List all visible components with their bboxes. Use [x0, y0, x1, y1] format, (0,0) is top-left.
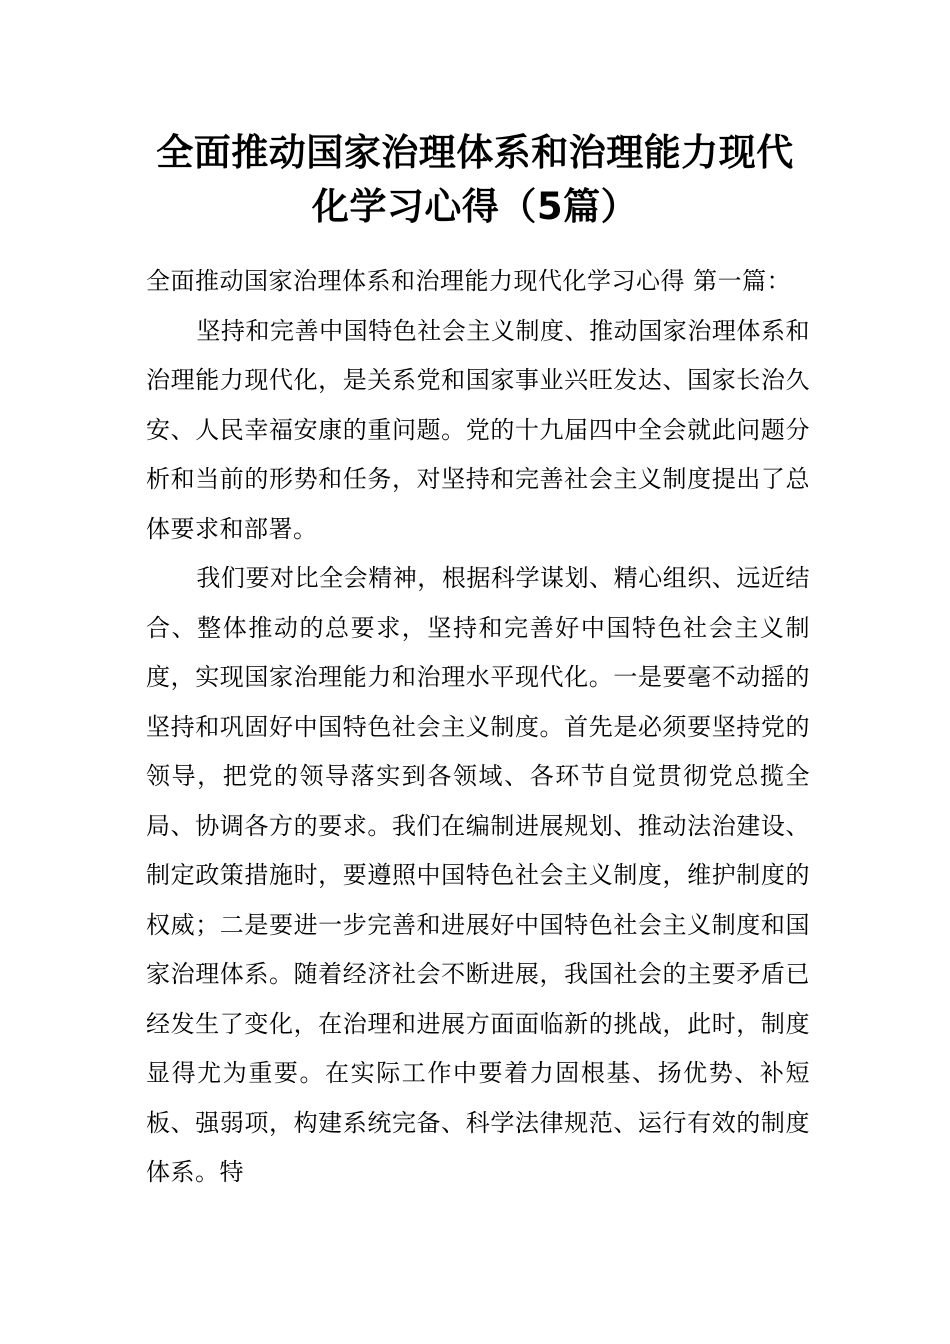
document-title — [130, 126, 820, 234]
title-line-2: 化学习心得（5篇） — [311, 185, 639, 228]
document-body — [146, 257, 810, 1198]
paragraph-1: 坚持和完善中国特色社会主义制度、推动国家治理体系和治理能力现代化，是关系党和国家事业兴旺发达、国家长治久安、人民幸福安康的重问题。党的十九届四中全会就此问题分析和当前的形势和任务，对坚持和完善社会主义制度提出了总体要求和部署。 — [146, 316, 810, 543]
section-heading: 全面推动国家治理体系和治理能力现代化学习心得 第一篇： — [146, 267, 792, 295]
paragraph-2: 我们要对比全会精神，根据科学谋划、精心组织、远近结合、整体推动的总要求，坚持和完善好中国特色社会主义制度，实现国家治理能力和治理水平现代化。一是要毫不动摇的坚持和巩固好中国特色社会主义制度。首先是必须要坚持党的领导，把党的领导落实到各领域、各环节自觉贯彻党总揽全局、协调各方的要求。我们在编制进展规划、推动法治建设、制定政策措施时，要遵照中国特色社会主义制度，维护制度的权威；二是要进一步完善和进展好中国特色社会主义制度和国家治理体系。随着经济社会不断进展，我国社会的主要矛盾已经发生了变化，在治理和进展方面面临新的挑战，此时，制度显得尤为重要。在实际工作中要着力固根基、扬优势、补短板、强弱项，构建系统完备、科学法律规范、运行有效的制度体系。特 — [146, 564, 810, 1186]
title-line-1: 全面推动国家治理体系和治理能力现代 — [156, 131, 794, 174]
